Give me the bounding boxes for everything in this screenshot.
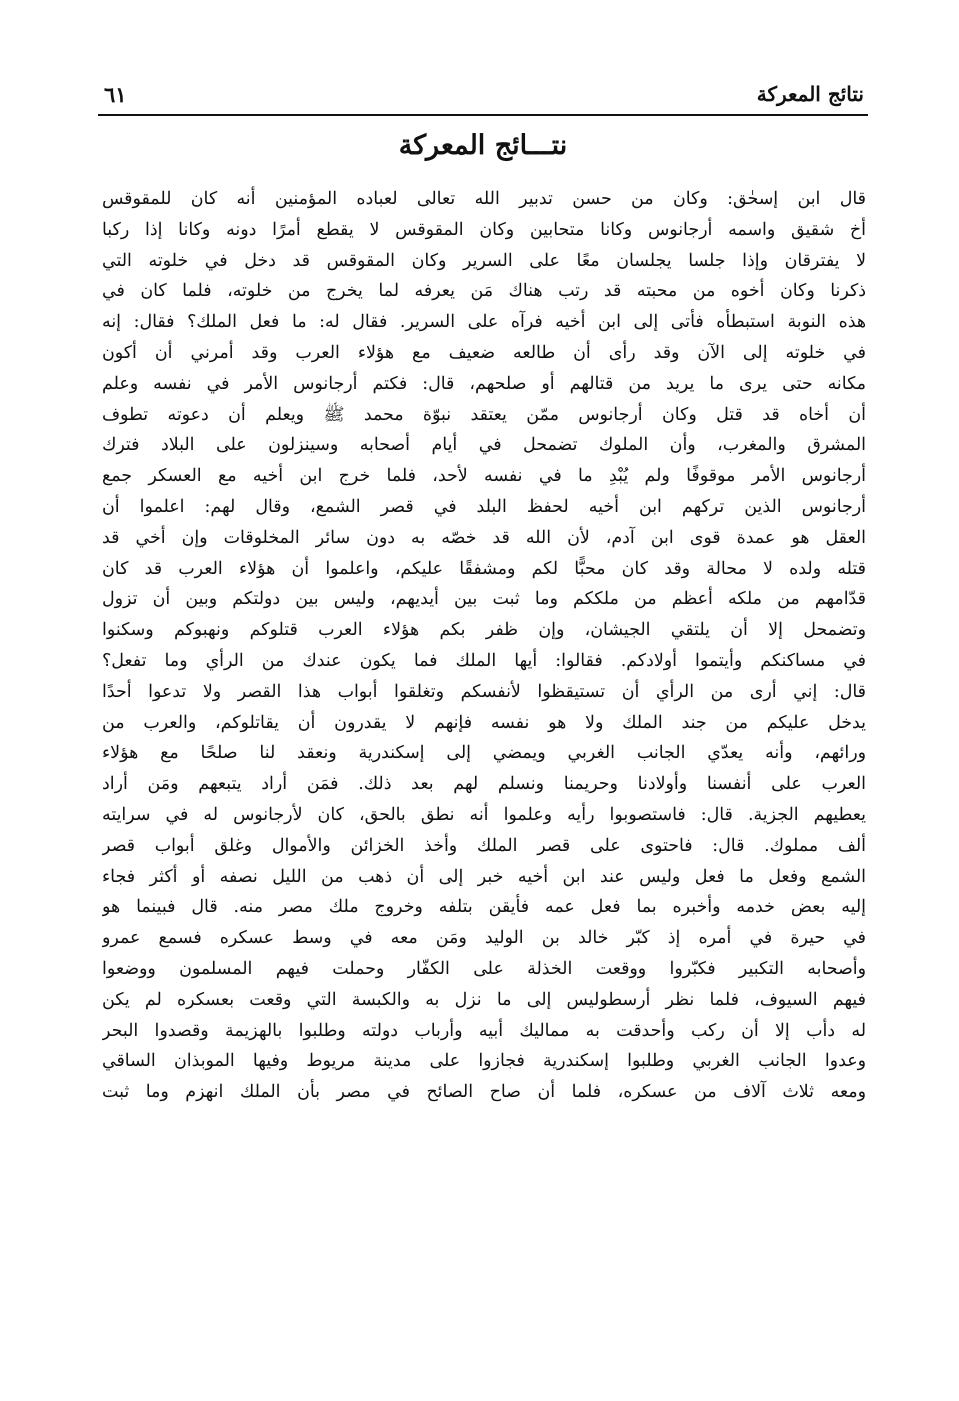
text-line: مكانه حتى يرى ما يريد من قتالهم أو صلحهم، قال: فكتم أرجانوس الأمر في نفسه وعلم xyxy=(102,373,866,394)
text-line: فيهم السيوف، فلما نظر أرسطوليس إلى ما نزل به والكبسة التي وقعت بعسكره لم يكن xyxy=(102,989,866,1010)
text-line: يدخل عليكم من جند الملك ولا هو نفسه فإنهم لا يقدرون أن يقاتلوكم، والعرب من xyxy=(102,712,866,733)
text-line: ذكرنا وكان أخوه من محبته قد رتب هناك مَن يعرفه لما يخرج من خلوته، فلما كان في xyxy=(102,281,866,302)
text-line: قدّامهم من ملكه أعظم من ملككم وما ثبت بين أيديهم، وليس بين دولتكم وبين أن تزول xyxy=(102,589,866,610)
text-line: له دأب إلا أن ركب وأحدقت به مماليك أبيه وأرباب دولته وطلبوا بالهزيمة وقصدوا البحر xyxy=(102,1020,866,1041)
chapter-title: نتـــائج المعركة xyxy=(398,130,568,161)
text-line: العقل هو عمدة قوى ابن آدم، لأن الله قد خصّه به دون سائر المخلوقات وإن أخي قد xyxy=(102,527,866,548)
text-line: ومعه ثلاث آلاف من عسكره، فلما أن صاح الصائح في مصر بأن الملك انهزم وما ثبت xyxy=(102,1082,866,1103)
text-line: المشرق والمغرب، وأن الملوك تضمحل في أيام أصحابه وسينزلون على البلاد فترك xyxy=(102,435,866,456)
text-line: قال ابن إسحٰق: وكان من حسن تدبير الله تعالى لعباده المؤمنين أنه كان للمقوقس xyxy=(102,189,866,209)
text-line: في خلوته إلى الآن وقد رأى أن طالعه ضعيف مع هؤلاء العرب وقد أمرني أن أكون xyxy=(102,342,866,363)
text-line: هذه النوبة استبطأه فأتى إلى ابن أخيه فرآه على السرير. فقال له: ما فعل الملك؟ فقال: إنه xyxy=(102,312,866,333)
text-line: أن أخاه قد قتل وكان أرجانوس ممّن يعتقد نبوّة محمد ﷺ ويعلم أن دعوته تطوف xyxy=(102,404,866,425)
text-line: وتضمحل إلا أن يلتقي الجيشان، وإن ظفر بكم هؤلاء العرب قتلوكم ونهبوكم وسكنوا xyxy=(102,620,866,641)
text-line: قتله ولده لا محالة وقد كان محبًّا لكم ومشفقًا عليكم، واعلموا أن هؤلاء العرب قد كان xyxy=(102,558,866,579)
page-number: ٦١ xyxy=(104,82,127,107)
text-line: الشمع وفعل ما فعل وليس عند ابن أخيه خبر إلى أن ذهب من الليل نصفه أو أكثر فجاء xyxy=(102,866,866,887)
text-line: أخ شقيق واسمه أرجانوس وكانا متحابين وكان المقوقس لا يقطع أمرًا دونه وكانا إذا ركبا xyxy=(102,219,866,240)
text-line: أرجانوس الذين تركهم ابن أخيه لحفظ البلد في قصر الشمع، وقال لهم: اعلموا أن xyxy=(102,496,866,517)
body-text xyxy=(102,184,866,1108)
text-line: العرب على أنفسنا وأولادنا وحريمنا ونسلم لهم بعد ذلك. فمَن أراد يتبعهم ومَن أراد xyxy=(102,774,866,795)
page-header xyxy=(98,74,868,116)
text-line: في مساكنكم وأيتموا أولادكم. فقالوا: أيها الملك فما يكون عندك من الرأي وما تفعل؟ xyxy=(102,650,866,671)
text-line: يعطيهم الجزية. قال: فاستصوبوا رأيه وعلموا أنه نطق بالحق، كان لأرجانوس له في سرايته xyxy=(102,804,866,825)
text-line: قال: إني أرى من الرأي أن تستيقظوا لأنفسكم وتغلقوا أبواب هذا القصر ولا تدعوا أحدًا xyxy=(102,681,866,702)
text-line: ألف مملوك. قال: فاحتوى على قصر الملك وأخذ الخزائن والأموال وغلق أبواب قصر xyxy=(102,835,866,856)
text-line: وأصحابه التكبير فكبّروا ووقعت الخذلة على الكفّار وحملت فيهم المسلمون ووضعوا xyxy=(102,958,866,979)
text-line: ورائهم، وأنه يعدّي الجانب الغربي ويمضي إلى إسكندرية ونعقد لنا صلحًا مع هؤلاء xyxy=(102,743,866,764)
text-line: وعدوا الجانب الغربي وطلبوا إسكندرية فجازوا على مدينة مريوط وفيها الموبذان الساقي xyxy=(102,1051,866,1072)
text-line: لا يفترقان وإذا جلسا يجلسان معًا على السرير وكان المقوقس قد دخل في خلوته التي xyxy=(102,250,866,271)
text-line: أرجانوس الأمر موقوفًا ولم يُبْدِ ما في نفسه لأحد، فلما خرج ابن أخيه مع العسكر جمع xyxy=(102,466,866,487)
text-line: إليه بعض خدمه وأخبره بما فعل عمه فأيقن بتلفه وخروج ملك مصر منه. قال فبينما هو xyxy=(102,897,866,918)
running-title: نتائج المعركة xyxy=(756,82,864,106)
text-line: في حيرة في أمره إذ كبّر خالد بن الوليد ومَن معه في وسط عسكره فسمع عمرو xyxy=(102,928,866,949)
